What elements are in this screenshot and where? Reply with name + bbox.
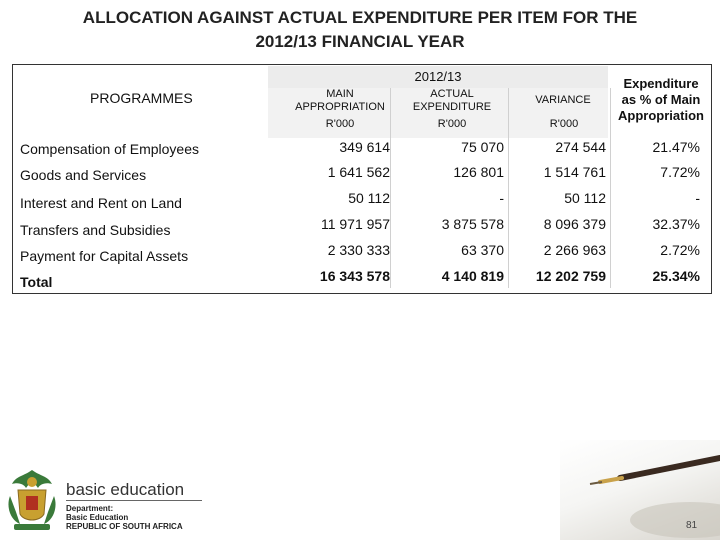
expenditure-pct-header: [612, 76, 710, 124]
cell-pct: 7.72%: [660, 164, 700, 180]
cell-actual: -: [499, 190, 504, 206]
variance-unit: R'000: [549, 118, 579, 130]
expenditure-pct-header-line2: as % of Main: [621, 92, 701, 107]
brand-divider: [66, 500, 202, 501]
row-label-compensation: Compensation of Employees: [20, 141, 199, 157]
cell-variance: 1 514 761: [543, 164, 606, 180]
title-line-1: ALLOCATION AGAINST ACTUAL EXPENDITURE PER ITEM FOR THE: [82, 8, 638, 27]
department-name: Basic Education: [66, 513, 129, 522]
slide-title: [0, 6, 720, 54]
cell-variance: 50 112: [564, 190, 606, 206]
column-divider: [610, 88, 611, 288]
cell-main: 11 971 957: [320, 216, 390, 232]
cell-pct: 21.47%: [652, 139, 700, 155]
cell-actual: 63 370: [461, 242, 504, 258]
column-divider: [508, 88, 509, 288]
cell-main: 2 330 333: [327, 242, 390, 258]
page-number: 81: [686, 520, 698, 531]
cell-pct-total: 25.34%: [652, 268, 700, 284]
row-label-total: Total: [20, 274, 53, 290]
title-line-2: 2012/13 FINANCIAL YEAR: [255, 32, 465, 51]
cell-pct: 32.37%: [652, 216, 700, 232]
actual-expenditure-header-line1: ACTUAL: [430, 88, 474, 100]
year-header: 2012/13: [268, 66, 608, 88]
cell-actual: 3 875 578: [441, 216, 504, 232]
cell-main: 1 641 562: [327, 164, 390, 180]
row-label-transfers: Transfers and Subsidies: [20, 222, 171, 238]
country-name: REPUBLIC OF SOUTH AFRICA: [66, 522, 183, 531]
brand-name: basic education: [66, 480, 185, 499]
programmes-header: PROGRAMMES: [90, 90, 193, 106]
cell-actual: 126 801: [453, 164, 504, 180]
department-label: Department:: [66, 504, 114, 513]
column-divider: [390, 88, 391, 288]
cell-actual: 75 070: [461, 139, 504, 155]
expenditure-pct-header-line3: Appropriation: [618, 108, 704, 123]
cell-actual-total: 4 140 819: [441, 268, 504, 284]
cell-variance-total: 12 202 759: [535, 268, 606, 284]
actual-expenditure-unit: R'000: [437, 118, 467, 130]
coat-of-arms-icon: [4, 466, 60, 534]
cell-main: 349 614: [339, 139, 390, 155]
variance-header: VARIANCE: [535, 94, 591, 106]
department-block: [66, 504, 183, 531]
cell-variance: 2 266 963: [543, 242, 606, 258]
cell-main: 50 112: [348, 190, 390, 206]
row-label-capital: Payment for Capital Assets: [20, 248, 189, 264]
actual-expenditure-header-line2: EXPENDITURE: [412, 101, 492, 113]
cell-variance: 274 544: [555, 139, 606, 155]
row-label-goods: Goods and Services: [20, 167, 147, 183]
main-appropriation-header-line1: MAIN: [326, 88, 354, 100]
main-appropriation-unit: R'000: [325, 118, 355, 130]
cell-pct: -: [695, 190, 700, 206]
row-label-interest: Interest and Rent on Land: [20, 195, 182, 211]
expenditure-pct-header-line1: Expenditure: [623, 76, 699, 91]
cell-pct: 2.72%: [660, 242, 700, 258]
main-appropriation-header: [280, 88, 400, 114]
cell-variance: 8 096 379: [543, 216, 606, 232]
actual-expenditure-header: [392, 88, 512, 114]
main-appropriation-header-line2: APPROPRIATION: [295, 101, 385, 113]
cell-main-total: 16 343 578: [319, 268, 390, 284]
